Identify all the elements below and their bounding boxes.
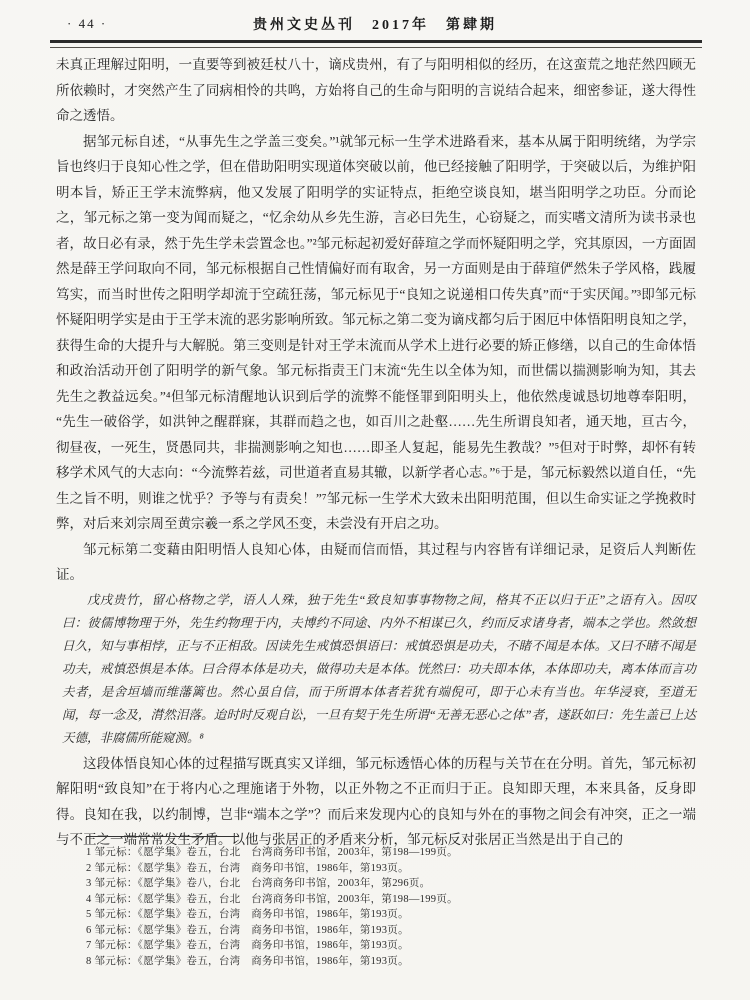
paragraph-continuation: 未真正理解过阳明，一直要等到被廷杖八十，谪戍贵州，有了与阳明相似的经历，在这蛮荒之地茫然四顾无所依赖时，才突然产生了同病相怜的共鸣，方始将自己的生命与阳明的言说结合起来，细密参证，遂大得性命之透悟。 (56, 57, 696, 123)
page-number: · 44 · (67, 16, 108, 31)
paragraph-second-change-intro: 邹元标第二变藉由阳明悟人良知心体，由疑而信而悟，其过程与内容皆有详细记录，足资后人判断佐证。 (56, 541, 696, 582)
footnote-item: 5 邹元标：《愿学集》卷五，台湾 商务印书馆，1986年，第193页。 (86, 909, 409, 920)
block-quote-yuanxuejii: 戊戌贵竹，留心格物之学，语人人殊，独于先生“致良知事事物物之间，格其不正以归于正”之语有入。因叹曰：彼儒博物理于外，先生约物理于内，夫博约不同途、内外不相谋已久，约而反求诸身者，端本之学也。然敛想日久，知与事相悖，正与不正相敌。因读先生戒慎恐惧语曰：戒慎恐惧是功夫，不睹不闻是本体。又曰不睹不闻是功夫，戒慎恐惧是本体。曰合得本体是功夫，做得功夫是本体。恍然曰：功夫即本体，本体即功夫，离本体而言功夫者，是舍垣墙而维藩篱也。然心虽自信，而于所谓本体者若犹有端倪可，即于心未有当也。年华浸衰，至道无闻，每一念及，潸然泪落。迨时时反观自讼，一旦有契于先生所谓“无善无恶心之体”者，遂跃如曰：先生盖已上达天德，非腐儒所能窥测。⁸ (62, 592, 696, 745)
footnote-item: 2 邹元标：《愿学集》卷五，台湾 商务印书馆，1986年，第193页。 (86, 862, 409, 874)
paragraph-analysis: 这段体悟良知心体的过程描写既真实又详细，邹元标透悟心体的历程与关节在在分明。首先，邹元标初解阳明“致良知”在于将内心之理施诸于外物，以正外物之不正而归于正。良知即天理，本来具备，反身即得。良知在我，以约制博，岂非“端本之学”？而后来发现内心的良知与外在的事物之间会有冲突，正之一端与不正之一端常常发生矛盾。以他与张居正的矛盾来分析，邹元标反对张居正当然是出于自己的 (56, 755, 696, 847)
footnote-item: 4 邹元标：《愿学集》卷五，台北 台湾商务印书馆，2003年，第198—199页。 (86, 893, 458, 905)
paragraph-three-changes: 据邹元标自述，“从事先生之学盖三变矣。”¹就邹元标一生学术进路看来，基本从属于阳明统绪，为学宗旨也终归于良知心性之学，但在借助阳明实现道体突破以前，他已经接触了阳明学，于突破以后，为维护阳明本旨，矫正王学末流弊病，他又发展了阳明学的实证特点，拒绝空谈良知，堪当阳明学之功臣。分而论之，邹元标之第一变为闻而疑之，“忆余幼从乡先生游，言必曰先生，心窃疑之，而实嗜文清所为读书录也者，故日必有录，然于先生学未尝置念也。”²邹元标起初爱好薛瑄之学而怀疑阳明之学，究其原因，一方面固然是薛王学问取向不同，邹元标根据自己性情偏好而有取舍，另一方面则是由于薛瑄俨然朱子学风格，践履笃实，而当时世传之阳明学却流于空疏狂荡，邹元标见于“良知之说递相口传失真”而“于实厌闻。”³即邹元标怀疑阳明学实是由于王学末流的恶劣影响所致。邹元标之第二变为谪戍都匀后于困厄中体悟阳明良知之学，获得生命的大提升与大解脱。第三变则是针对王学末流而从学术上进行必要的矫正修缮，以自己的生命体悟和政治活动开创了阳明学的新气象。邹元标指责王门末流“先生以全体为知，而世儒以揣测影响为知，其去先生之教益远矣。”⁴但邹元标清醒地认识到后学的流弊不能怪罪到阳明头上，他依然虔诚恳切地尊奉阳明，“先生一破俗学，如洪钟之醒群寐，其群而趋之也，如百川之赴壑……先生所谓良知者，通天地，亘古今，彻昼夜，一死生，贤愚同共，非揣测影响之知也……即圣人复起，能易先生教哉？”⁵但对于时弊，却怀有转移学术风气的大志向：“今流弊若兹，司世道者直易其辙，以新学者心志。”⁶于是，邹元标毅然以道自任，“先生之旨不明，则谁之忧乎？予等与有责矣！”⁷邹元标一生学术大致未出阳明范围，但以生命实证之学挽救时弊，对后来刘宗周至黄宗羲一系之学风丕变，未尝没有开启之功。 (56, 133, 696, 531)
header-divider-rule (50, 40, 702, 48)
footnote-item: 6 邹元标：《愿学集》卷五，台湾 商务印书馆，1986年，第193页。 (86, 924, 409, 936)
journal-title: 贵州文史丛刊 2017年 第肆期 (253, 18, 497, 33)
footnote-list (86, 845, 686, 969)
page-header (55, 14, 695, 38)
footnote-item: 8 邹元标：《愿学集》卷五，台湾 商务印书馆，1986年，第193页。 (86, 955, 409, 967)
article-body (56, 52, 696, 853)
footnote-item: 3 邹元标：《愿学集》卷八，台北 台湾商务印书馆，2003年，第296页。 (86, 878, 431, 889)
footnote-separator-rule (86, 836, 238, 837)
footnote-item: 1 邹元标：《愿学集》卷五，台北 台湾商务印书馆，2003年，第198—199页。 (86, 847, 458, 858)
footnote-item: 7 邹元标：《愿学集》卷五，台湾 商务印书馆，1986年，第193页。 (86, 940, 409, 951)
